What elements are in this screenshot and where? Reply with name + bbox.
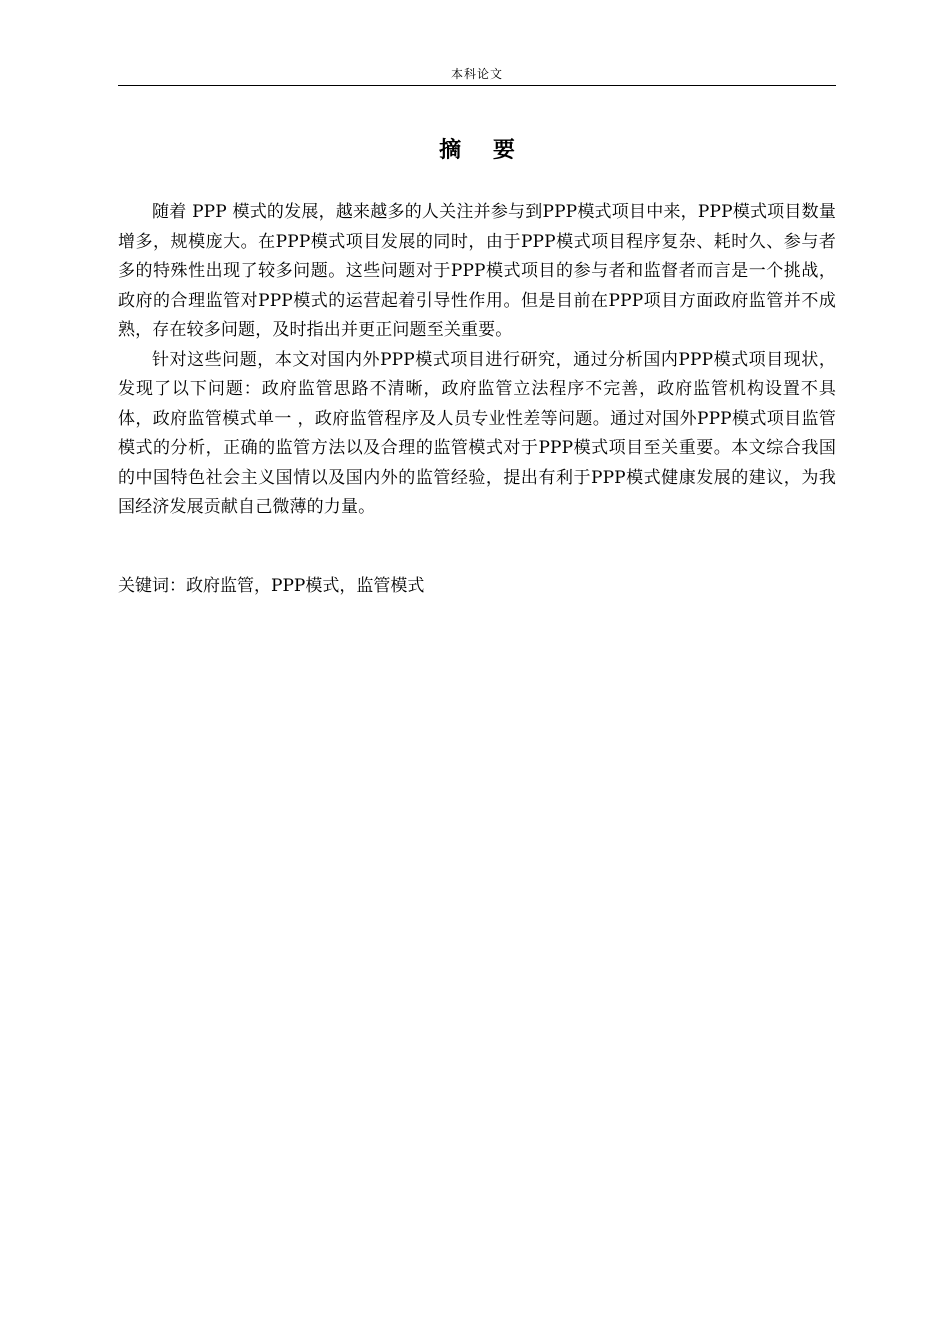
header-rule	[118, 85, 836, 86]
keywords-line	[118, 572, 836, 601]
keywords-value: 政府监管，PPP模式，监管模式	[186, 576, 425, 596]
running-header: 本科论文	[450, 67, 503, 81]
abstract-paragraph-1: 随着 PPP 模式的发展，越来越多的人关注并参与到PPP模式项目中来，PPP模式项目数量增多，规模庞大。在PPP模式项目发展的同时，由于PPP模式项目程序复杂、耗时久、参与者多的特殊性出现了较多问题。这些问题对于PPP模式项目的参与者和监督者而言是一个挑战，政府的合理监管对PPP模式的运营起着引导性作用。但是目前在PPP项目方面政府监管并不成熟，存在较多问题，及时指出并更正问题至关重要。	[118, 202, 836, 340]
abstract-title: 摘 要	[439, 138, 527, 163]
keywords-label: 关键词：	[118, 576, 186, 596]
abstract-body	[118, 198, 836, 523]
abstract-paragraph-2: 针对这些问题，本文对国内外PPP模式项目进行研究，通过分析国内PPP模式项目现状，发现了以下问题：政府监管思路不清晰，政府监管立法程序不完善，政府监管机构设置不具体，政府监管模式单一 ，政府监管程序及人员专业性差等问题。通过对国外PPP模式项目监管模式的分析，正确的监管方法以及合理的监管模式对于PPP模式项目至关重要。本文综合我国的中国特色社会主义国情以及国内外的监管经验，提出有利于PPP模式健康发展的建议，为我国经济发展贡献自己微薄的力量。	[118, 349, 836, 517]
